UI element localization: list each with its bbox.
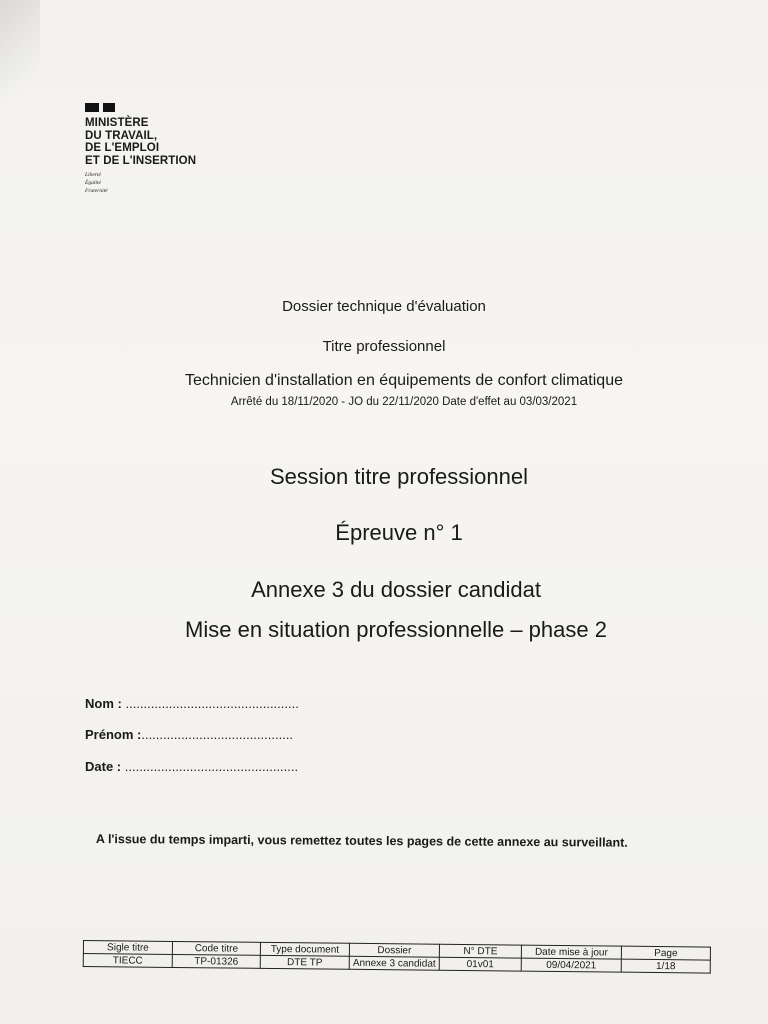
date-label: Date : [85, 759, 122, 774]
ministry-line: DU TRAVAIL, [85, 129, 158, 142]
situation-heading: Mise en situation professionnelle – phase 2 [185, 617, 607, 642]
table-cell: DTE TP [260, 955, 349, 969]
ministry-name [85, 117, 196, 167]
nom-dots: ................................................ [125, 696, 299, 711]
prenom-label: Prénom : [85, 727, 142, 742]
annex-heading: Annexe 3 du dossier candidat [251, 577, 541, 602]
table-cell: 1/18 [621, 959, 710, 973]
table-cell: TP-01326 [172, 954, 260, 968]
nom-field[interactable] [85, 696, 299, 711]
table-header-cell: Sigle titre [83, 941, 172, 955]
prenom-field[interactable] [85, 727, 293, 742]
table-header-cell: Code titre [172, 941, 260, 955]
document-type: Dossier technique d'évaluation [282, 298, 486, 315]
instruction-notice: A l'issue du temps imparti, vous remettez toutes les pages de cette annexe au surveillant. [95, 832, 628, 850]
motto-line: Égalité [85, 180, 101, 186]
table-cell: 01v01 [439, 957, 521, 971]
ministry-line: DE L'EMPLOI [85, 142, 160, 154]
ministry-line: MINISTÈRE [85, 117, 149, 129]
table-header-cell: Page [621, 946, 710, 960]
title-name: Technicien d'installation en équipements de confort climatique [185, 372, 623, 389]
title-type: Titre professionnel [322, 338, 446, 355]
prenom-dots: .......................................... [141, 727, 294, 742]
ministry-logo [85, 103, 196, 195]
republic-motto [85, 171, 196, 195]
table-cell: TIECC [83, 954, 172, 968]
table-header-cell: Dossier [349, 943, 439, 957]
session-heading: Session titre professionnel [269, 464, 529, 489]
marianne-icon [85, 103, 196, 112]
table-header-cell: Date mise à jour [521, 945, 621, 959]
nom-label: Nom : [85, 696, 122, 711]
table-cell: 09/04/2021 [521, 958, 621, 972]
table-header-cell: N° DTE [439, 944, 521, 958]
footer-table [83, 940, 711, 974]
exam-heading: Épreuve n° 1 [335, 520, 463, 545]
date-dots: ................................................ [124, 759, 299, 774]
decree-line: Arrêté du 18/11/2020 - JO du 22/11/2020 Date d'effet au 03/03/2021 [230, 396, 578, 408]
motto-line: Liberté [85, 172, 101, 178]
table-header-cell: Type document [260, 942, 349, 956]
motto-line: Fraternité [85, 188, 108, 194]
page-corner-shadow [0, 0, 40, 120]
table-cell: Annexe 3 candidat [349, 956, 439, 970]
ministry-line: ET DE L'INSERTION [85, 154, 197, 167]
date-field[interactable] [85, 759, 298, 774]
